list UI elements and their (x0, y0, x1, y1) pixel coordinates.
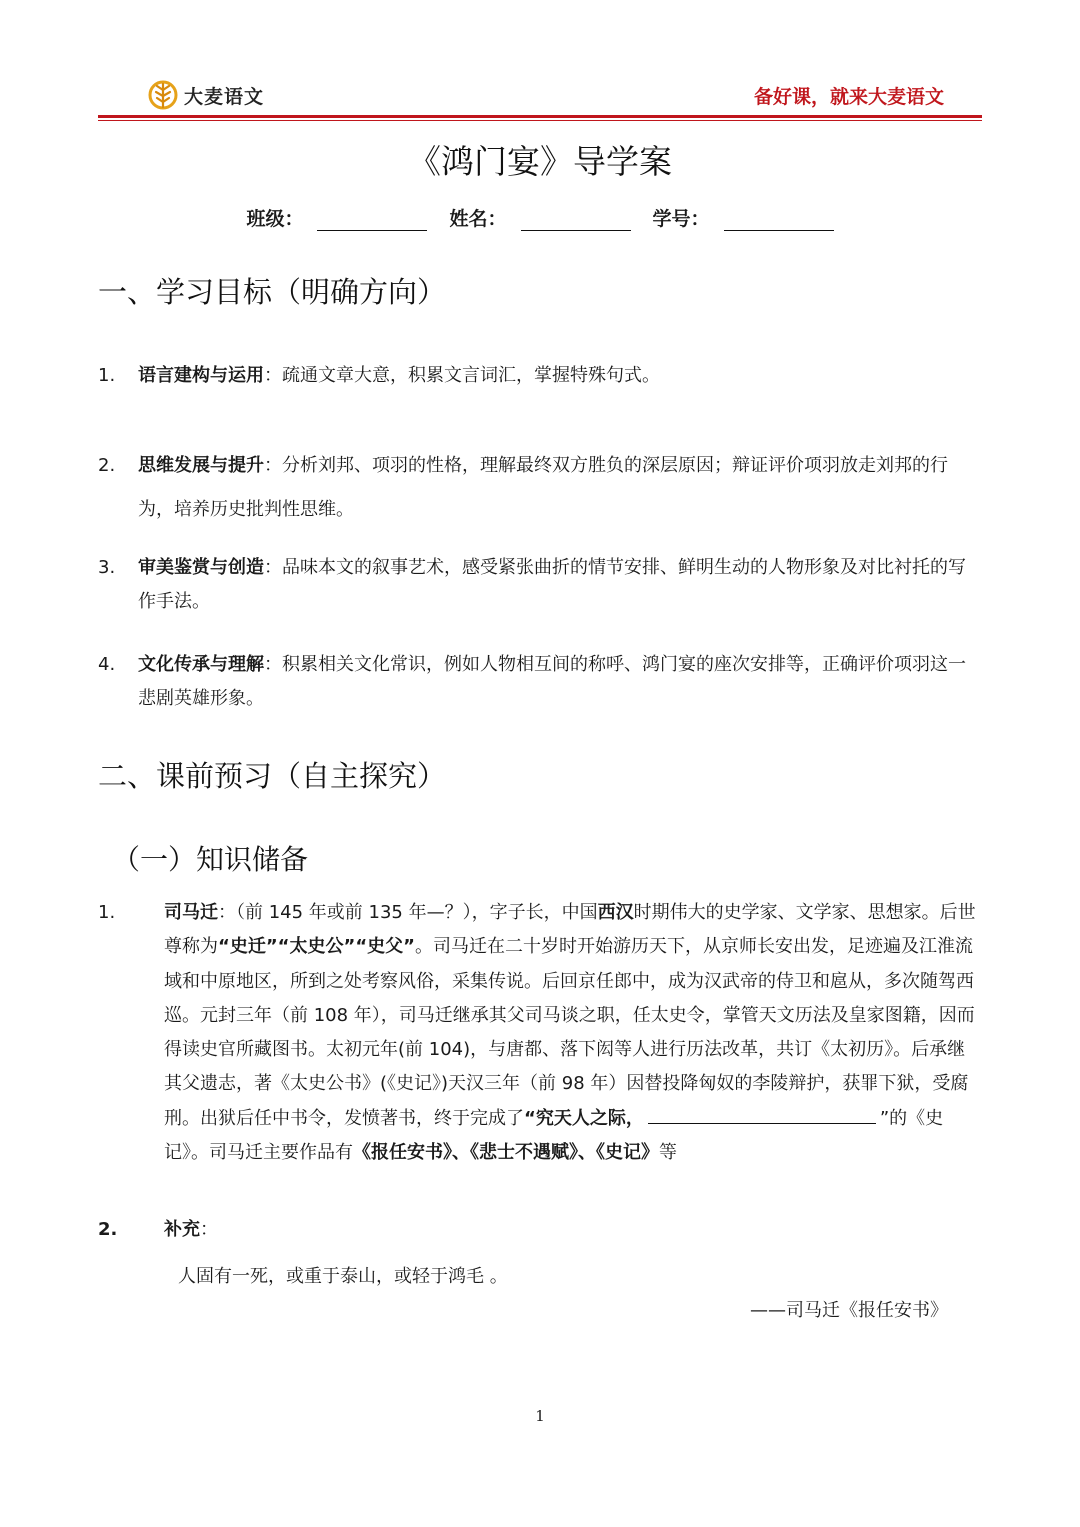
knowledge-text-2: 时期伟大的史学家、文学家、思想家。后世尊称为 (164, 902, 976, 958)
objective-item-2 (98, 444, 978, 532)
knowledge-text-3: 。司马迁在二十岁时开始游历天下，从京师长安出发，足迹遍及江淮流域和中原地区，所到之处考察风俗，采集传说。后回京任郎中，成为汉武帝的侍卫和扈从，多次随驾西巡。元封三年（前 108 年），司马迁继承其父司马谈之职，任太史令，掌管天文历法及皇家图籍，因而得读史官所藏图书。太初元年(前 104)，与唐都、落下闳等人进行历法改革，共订《太初历》。后承继其父遗志，著《太史公书》(《史记》)天汉三年（前 98 年）因替投降匈奴的李陵辩护，获罪下狱，受腐刑。出狱后任中书令，发愤著书，终于完成了 (164, 936, 975, 1129)
class-label: 班级： (246, 208, 304, 230)
supplement-colon: ： (200, 1219, 218, 1240)
knowledge-num: 2. (98, 1219, 118, 1240)
page-title: 《鸿门宴》导学案 (408, 142, 672, 181)
quote-attribution: ——司马迁《报任安书》 (750, 1300, 948, 1321)
logo-text: 大麦语文 (184, 85, 265, 108)
objective-num: 2. (98, 455, 116, 476)
knowledge-bold-4: 《报任安书》、《悲士不遇赋》、《史记》 (353, 1142, 659, 1164)
objective-text: ：积累相关文化常识，例如人物相互间的称呼、鸿门宴的座次安排等，正确评价项羽这一悲剧英雄形象。 (138, 654, 966, 709)
knowledge-text-4: ”的《史记》。司马迁主要作品有 (164, 1107, 944, 1164)
objective-text: ：分析刘邦、项羽的性格，理解最终双方胜负的深层原因；辩证评价项羽放走刘邦的行为，培养历史批判性思维。 (138, 455, 948, 520)
student-id-field[interactable] (653, 204, 834, 231)
knowledge-bold-1: 西汉 (597, 902, 634, 923)
objective-item-4 (98, 648, 978, 716)
objective-num: 1. (98, 365, 116, 386)
section2-heading: 二、课前预习（自主探究） (98, 759, 447, 793)
name-label: 姓名： (449, 208, 507, 230)
class-blank[interactable] (317, 210, 427, 231)
supplement-label: 补充 (164, 1219, 200, 1240)
class-field[interactable] (246, 204, 427, 231)
knowledge-subheading: （一）知识储备 (112, 843, 309, 876)
objective-text: ：品味本文的叙事艺术，感受紧张曲折的情节安排、鲜明生动的人物形象及对比衬托的写作手法。 (138, 557, 966, 612)
knowledge-num: 1. (98, 902, 116, 923)
knowledge-item-1 (98, 896, 982, 1170)
objective-text: ：疏通文章大意，积累文言词汇，掌握特殊句式。 (264, 365, 660, 386)
objective-label: 语言建构与运用 (138, 365, 264, 386)
objective-label: 文化传承与理解 (138, 654, 264, 675)
objective-item-3 (98, 551, 978, 619)
wheat-logo-icon (148, 80, 178, 110)
student-id-label: 学号： (652, 208, 710, 230)
header-slogan: 备好课，就来大麦语文 (753, 86, 944, 108)
knowledge-bold-3: “究天人之际， (524, 1107, 644, 1129)
student-id-blank[interactable] (724, 210, 834, 231)
objective-item-1 (98, 359, 978, 393)
name-field[interactable] (449, 204, 630, 231)
student-info-fields (0, 204, 1080, 231)
section1-heading: 一、学习目标（明确方向） (98, 275, 447, 309)
objective-label: 审美鉴赏与创造 (138, 557, 264, 578)
page-number: 1 (535, 1407, 545, 1425)
objective-label: 思维发展与提升 (138, 455, 264, 476)
objective-num: 4. (98, 654, 116, 675)
supplement-quote: 人固有一死，或重于泰山，或轻于鸿毛 。 (178, 1266, 508, 1287)
header-rule-thick (98, 115, 982, 118)
header-rule-thin (98, 120, 982, 121)
brand-logo (148, 80, 264, 110)
objective-num: 3. (98, 557, 116, 578)
knowledge-bold-2: “史迁”“太史公”“史父” (218, 936, 415, 958)
name-blank[interactable] (521, 210, 631, 231)
knowledge-text-1: ：（前 145 年或前 135 年—？），字子长，中国 (218, 902, 598, 923)
fill-in-blank[interactable] (648, 1103, 876, 1124)
knowledge-text-5: 等 (659, 1142, 677, 1164)
knowledge-item-2 (98, 1213, 982, 1247)
knowledge-label: 司马迁 (164, 902, 218, 923)
